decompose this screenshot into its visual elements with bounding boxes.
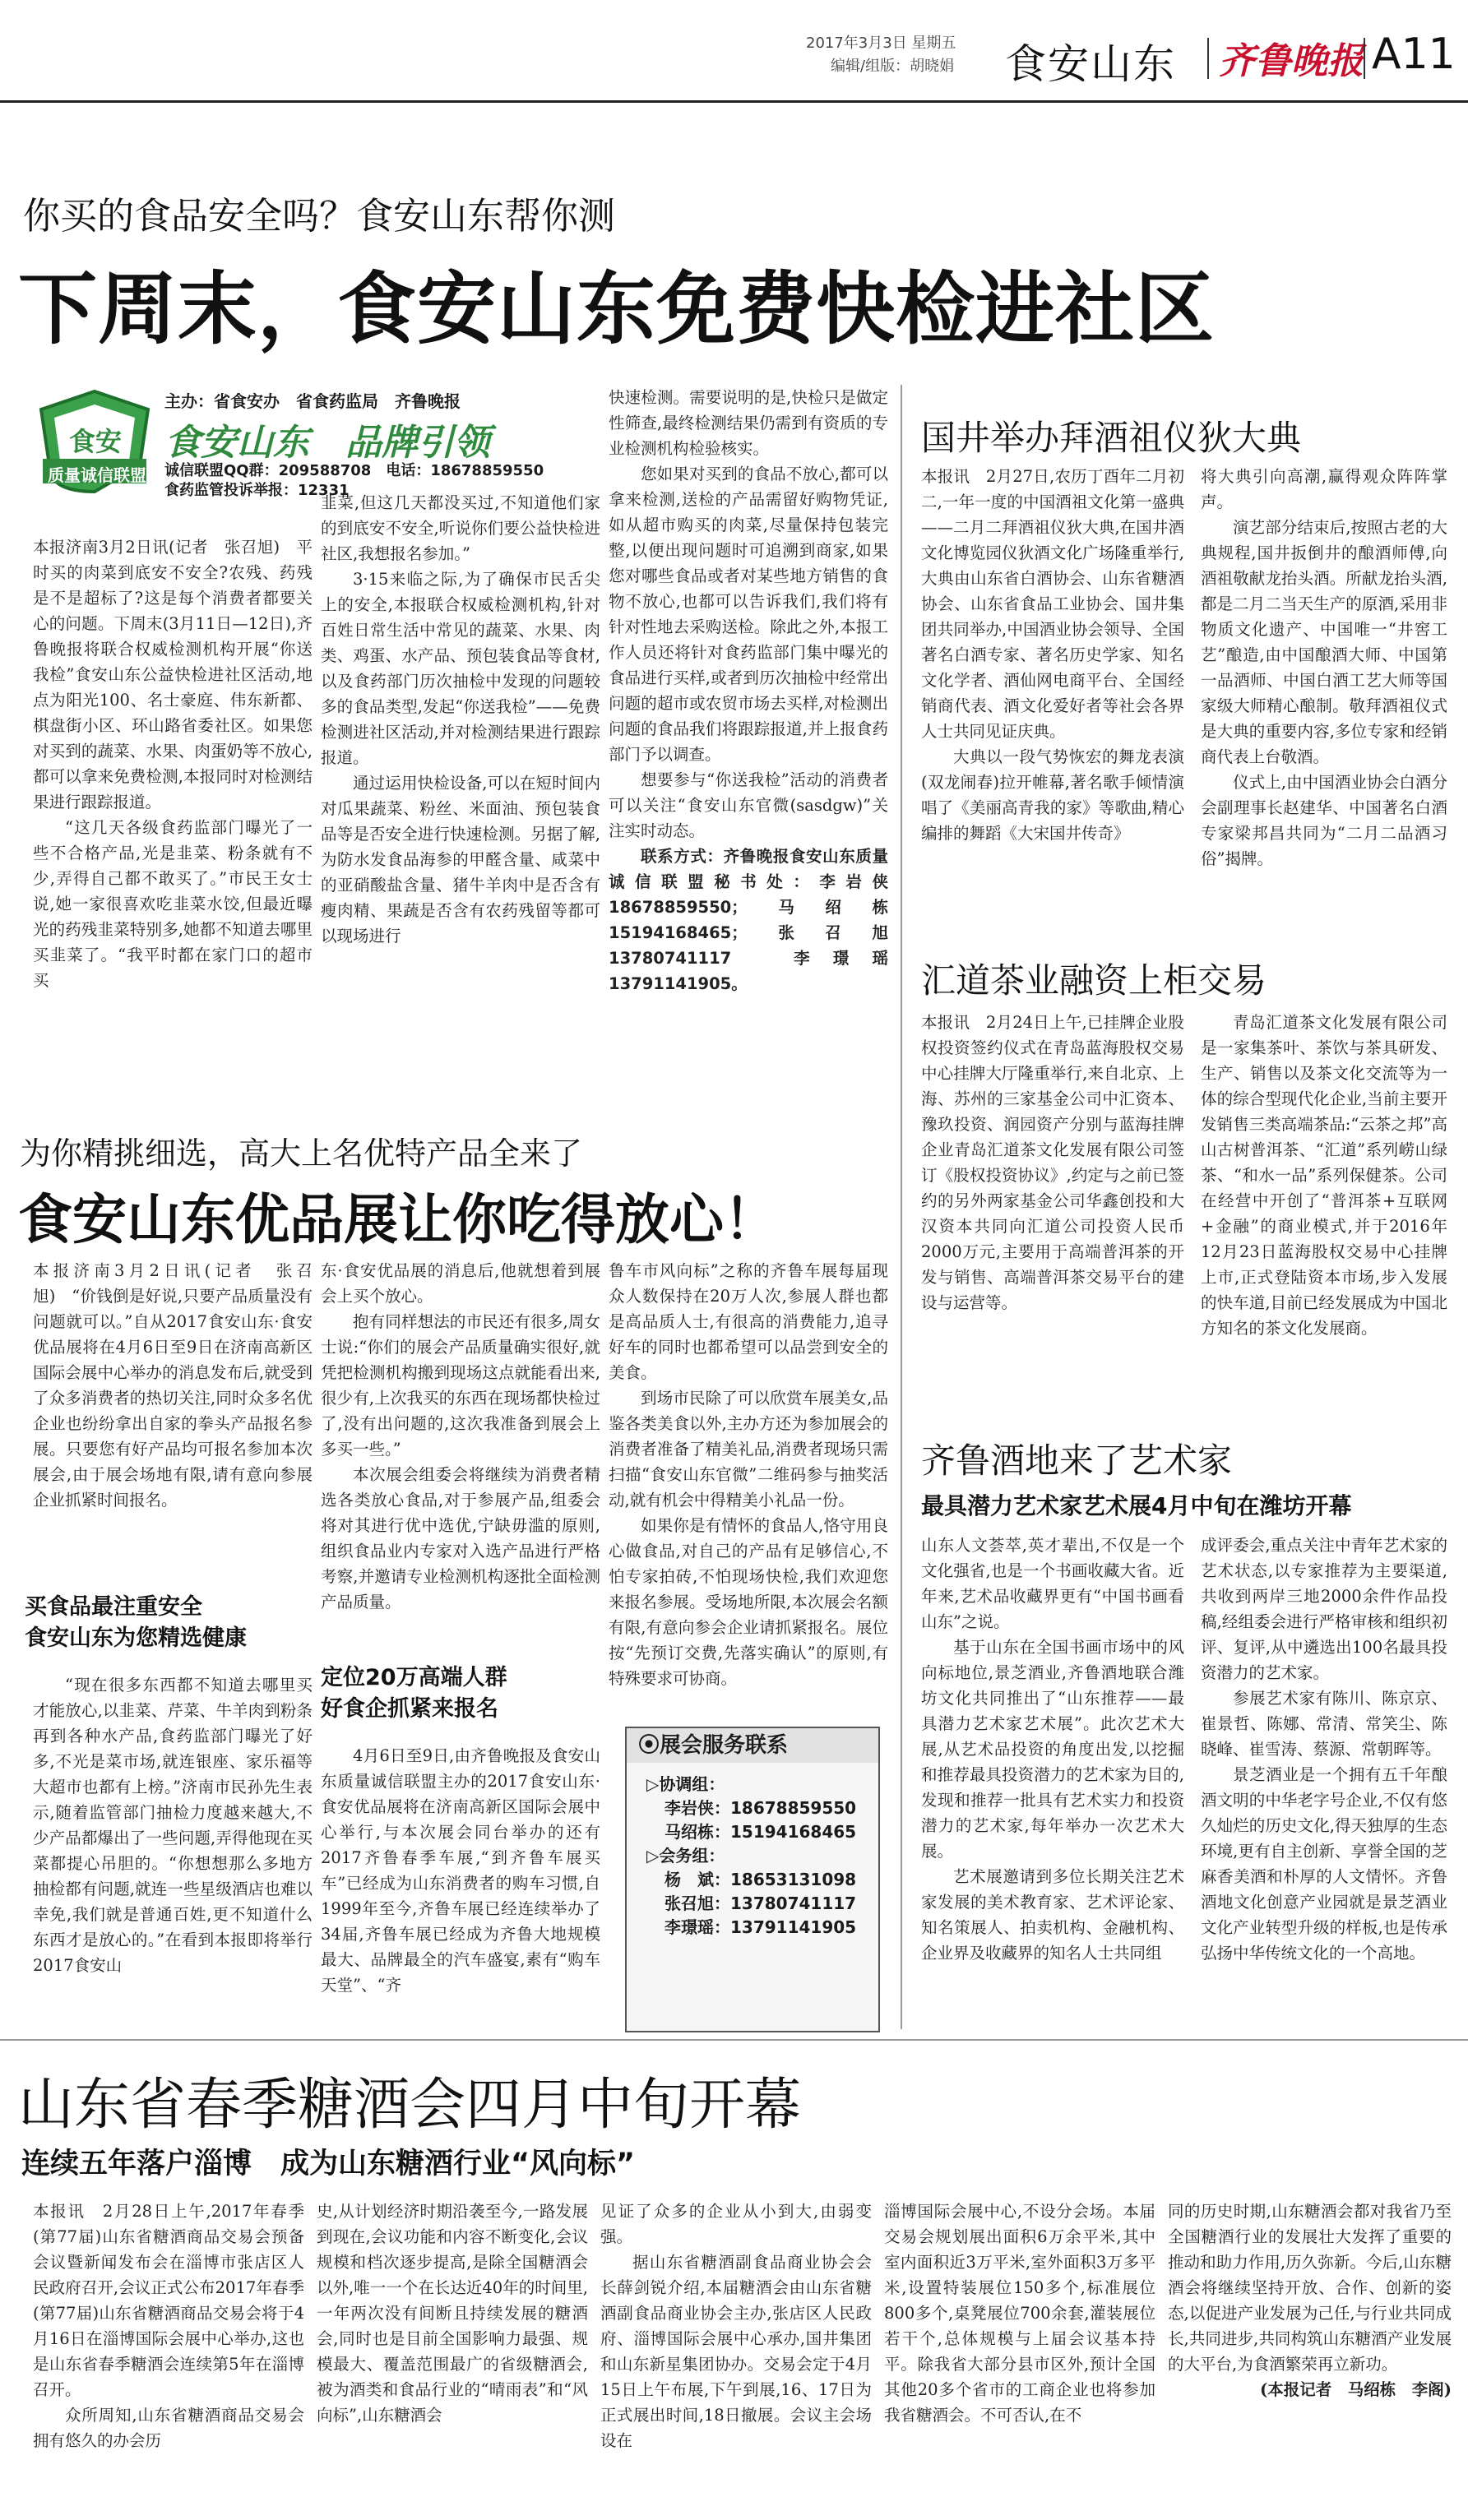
mid-headline: 食安山东优品展让你吃得放心！ bbox=[18, 1188, 778, 1251]
byline: (本报记者 马绍栋 李阁) bbox=[1260, 2380, 1452, 2399]
paragraph: 同的历史时期,山东糖酒会都对我省乃至全国糖酒行业的发展壮大发挥了重要的推动和助力作用,历久弥新。今后,山东糖酒会将继续坚持开放、合作、创新的姿态,以促进产业发展为己任,与行业共同成长,共同进步,共同构筑山东糖酒产业发展的大平台,为食酒繁荣再立新功。 bbox=[1168, 2202, 1452, 2374]
paragraph: 仪式上,由中国酒业协会白酒分会副理事长赵建华、中国著名白酒专家梁邦昌共同为“二月二品酒习俗”揭牌。 bbox=[1201, 773, 1447, 868]
r3-subtitle: 最具潜力艺术家艺术展4月中旬在潍坊开幕 bbox=[921, 1492, 1352, 1519]
mid-col-2 bbox=[321, 1258, 600, 1653]
subhead-line: 食安山东为您精选健康 bbox=[25, 1625, 247, 1651]
logo-ring-text: 质量诚信联盟 bbox=[48, 465, 146, 485]
paragraph: 淄博国际会展中心,不设分会场。本届交易会规划展出面积6万余平米,其中室内面积近3万平米,室外面积3万多平米,设置特装展位150多个,标准展位800多个,桌凳展位700余套,灌装展位若干个,总体规模与上届会议基本持平。除我省大部分县市区外,预计全国其他20多个省市的工商企业也将参加我省糖酒会。不可否认,在不 bbox=[884, 2202, 1155, 2425]
paragraph: 艺术展邀请到多位长期关注艺术家发展的美术教育家、艺术评论家、知名策展人、拍卖机构、金融机构、企业界及收藏界的知名人士共同组 bbox=[921, 1867, 1184, 1963]
mid-col-a bbox=[33, 1672, 313, 2026]
mid-col-b bbox=[321, 1743, 600, 2027]
page-header bbox=[0, 0, 1468, 99]
paragraph: 抱有同样想法的市民还有很多,周女士说:“你们的展会产品质量确实很好,就凭把检测机构搬到现场这点就能看出来,很少有,上次我买的东西在现场都快检过了,没有出问题的,这次我准备到展会上多买一些。” bbox=[321, 1312, 600, 1459]
bottom-subtitle: 连续五年落户淄博 成为山东糖酒行业“风向标” bbox=[21, 2148, 636, 2180]
r3-col-2 bbox=[1201, 1533, 1447, 2026]
paragraph: 众所周知,山东省糖酒商品交易会拥有悠久的办会历 bbox=[33, 2406, 304, 2450]
paragraph: “现在很多东西都不知道去哪里买才能放心,以韭菜、芹菜、牛羊肉到粉条再到各种水产品,食药监部门曝光了好多,不光是菜市场,就连银座、家乐福等大超市也都有上榜。”济南市民孙先生表示,随着监管部门抽检力度越来越大,不少产品都爆出了一些问题,弄得他现在买菜都提心吊胆的。“你想想那么多地方抽检都有问题,就连一些星级酒店也难以幸免,我们就是普通百姓,更不知道什么东西才是放心的。”在看到本报即将举行2017食安山 bbox=[33, 1676, 313, 1975]
header-divider-2 bbox=[1364, 38, 1365, 79]
service-list bbox=[646, 1773, 856, 1940]
paragraph: 见证了众多的企业从小到大,由弱变强。 bbox=[600, 2202, 872, 2246]
phone-line: 杨 斌：18653131098 bbox=[665, 1870, 857, 1889]
paragraph: 东·食安优品展的消息后,他就想着到展会上买个放心。 bbox=[321, 1261, 600, 1306]
subhead-line: 好食企抓紧来报名 bbox=[321, 1696, 498, 1722]
bottom-col-2 bbox=[317, 2199, 588, 2514]
r2-col-1 bbox=[921, 1010, 1184, 1421]
r1-col-2 bbox=[1201, 464, 1447, 941]
r3-col-1 bbox=[921, 1533, 1184, 2026]
phone-line: 李璟瑶：13791141905 bbox=[665, 1917, 857, 1937]
bottom-col-4 bbox=[884, 2199, 1155, 2514]
editor-credit: 编辑/组版：胡晓娟 bbox=[831, 58, 955, 75]
paragraph: “这几天各级食药监部门曝光了一些不合格产品,光是韭菜、粉条就有不少,弄得自己都不敢买了。”市民王女士说,她一家很喜欢吃韭菜水饺,但最近曝光的药残韭菜特别多,她都不知道去哪里买韭菜了。“我平时都在家门口的超市买 bbox=[33, 818, 313, 990]
mid-subhead-b bbox=[321, 1662, 507, 1725]
bottom-col-5 bbox=[1168, 2199, 1452, 2514]
logo-sponsors: 主办：省食安办 省食药监局 齐鲁晚报 bbox=[164, 391, 461, 411]
phone-line: 李岩侠：18678859550 bbox=[665, 1798, 857, 1818]
paper-logo: 齐鲁晚报 bbox=[1219, 40, 1364, 82]
logo-qq: 诚信联盟QQ群：209588708 电话：18678859550 bbox=[164, 462, 544, 479]
vertical-rule bbox=[901, 385, 902, 2029]
circle-icon: ⦿ bbox=[638, 1733, 660, 1758]
paragraph: 通过运用快检设备,可以在短时间内对瓜果蔬菜、粉丝、米面油、预包装食品等是否安全进行快速检测。另据了解,为防水发食品海参的甲醛含量、咸菜中的亚硝酸盐含量、猪牛羊肉中是否含有瘦肉精、果蔬是否含有农药残留等都可以现场进行 bbox=[321, 774, 600, 946]
mid-kicker: 为你精挑细选，高大上名优特产品全来了 bbox=[20, 1135, 583, 1172]
mid-col-3 bbox=[609, 1258, 888, 1722]
group-label: ▷会务组： bbox=[646, 1846, 725, 1866]
paragraph: 成评委会,重点关注中青年艺术家的艺术状态,以专家推荐为主要渠道,共收到两岸三地2000余件作品投稿,经组委会进行严格审核和组织初评、复评,从中遴选出100名最具投资潜力的艺术家。 bbox=[1201, 1536, 1447, 1682]
paragraph: 韭菜,但这几天都没买过,不知道他们家的到底安不安全,听说你们要公益快检进社区,我想报名参加。” bbox=[321, 493, 600, 563]
mid-subhead-a bbox=[25, 1592, 247, 1654]
bottom-col-3 bbox=[600, 2199, 872, 2514]
r1-col-1 bbox=[921, 464, 1184, 941]
r2-title: 汇道茶业融资上柜交易 bbox=[921, 960, 1267, 1001]
bottom-headline: 山东省春季糖酒会四月中旬开幕 bbox=[18, 2073, 802, 2138]
service-title bbox=[627, 1728, 878, 1763]
service-title-text: 展会服务联系 bbox=[660, 1733, 789, 1758]
mid-col-1 bbox=[33, 1258, 313, 1570]
phone-line: 张召旭：13780741117 bbox=[665, 1893, 857, 1913]
paragraph: 本报讯 2月28日上午,2017年春季(第77届)山东省糖酒商品交易会预备会议暨新闻发布会在淄博市张店区人民政府召开,会议正式公布2017年春季(第77届)山东省糖酒商品交易会将于4月16日在淄博国际会展中心举办,这也是山东省春季糖酒会连续第5年在淄博召开。 bbox=[33, 2202, 304, 2399]
bottom-rule bbox=[0, 2039, 1468, 2041]
subhead-line: 买食品最注重安全 bbox=[25, 1594, 202, 1620]
top-headline: 下周末，食安山东免费快检进社区 bbox=[18, 263, 1215, 355]
paragraph: 青岛汇道茶文化发展有限公司是一家集茶叶、茶饮与茶具研发、生产、销售以及茶文化交流等为一体的综合型现代化企业,当前主要开发销售三类高端茶品:“云茶之邦”高山古树普洱茶、“汇道”系列崂山绿茶、“和水一品”系列保健茶。公司在经营中开创了“普洱茶+互联网+金融”的商业模式,并于2016年12月23日蓝海股权交易中心挂牌上市,正式登陆资本市场,步入发展的快车道,目前已经发展成为中国北方知名的茶文化发展商。 bbox=[1201, 1013, 1447, 1338]
header-rule bbox=[0, 100, 1468, 103]
group-label: ▷协调组： bbox=[646, 1774, 725, 1794]
paragraph: 本报讯 2月27日,农历丁酉年二月初二,一年一度的中国酒祖文化第一盛典——二月二拜酒祖仪狄大典,在国井酒文化博览园仪狄酒文化广场隆重举行,大典由山东省白酒协会、山东省糖酒协会、山东省食品工业协会、国井集团共同举办,中国酒业协会领导、全国著名白酒专家、著名历史学家、知名文化学者、酒仙网电商平台、全国经销商代表、酒文化爱好者等社会各界人士共同见证庆典。 bbox=[921, 467, 1184, 741]
top-kicker: 你买的食品安全吗？食安山东帮你测 bbox=[23, 194, 616, 238]
paragraph: 到场市民除了可以欣赏车展美女,品鉴各类美食以外,主办方还为参加展会的消费者准备了精美礼品,消费者现场只需扫描“食安山东官微”二维码参与抽奖活动,就有机会中得精美小礼品一份。 bbox=[609, 1389, 888, 1510]
issue-date: 2017年3月3日 星期五 bbox=[806, 35, 956, 52]
paragraph: 将大典引向高潮,赢得观众阵阵掌声。 bbox=[1201, 467, 1447, 511]
paragraph: 景芝酒业是一个拥有五千年酿酒文明的中华老字号企业,不仅有悠久灿烂的历史文化,得天独厚的生态环境,更有自主创新、享誉全国的芝麻香美酒和朴厚的人文情怀。齐鲁酒地文化创意产业园就是景芝酒业文化产业转型升级的样板,也是传承弘扬中华传统文化的一个高地。 bbox=[1201, 1765, 1447, 1963]
subhead-line: 定位20万高端人群 bbox=[321, 1665, 507, 1690]
paragraph: 基于山东在全国书画市场中的风向标地位,景芝酒业,齐鲁酒地联合潍坊文化共同推出了“山东推荐——最具潜力艺术家艺术展”。此次艺术大展,从艺术品投资的角度出发,以挖掘和推荐最具投资潜力的艺术家为目的,发现和推荐一批具有艺术实力和投资潜力的艺术家,每年举办一次艺术大展。 bbox=[921, 1638, 1184, 1861]
logo-hotline: 食药监管投诉举报：12331 bbox=[164, 482, 350, 499]
triangle-icon: ▷ bbox=[646, 1774, 660, 1794]
paragraph: 本报济南3月2日讯(记者 张召旭) 平时买的肉菜到底安不安全?农残、药残是不是超标了?这是每个消费者都要关心的问题。下周末(3月11日—12日),齐鲁晚报将联合权威检测机构开展“你送我检”食安山东公益快检进社区活动,地点为阳光100、名士豪庭、伟东新都、棋盘街小区、环山路省委社区。如果您对买到的蔬菜、水果、肉蛋奶等不放心,都可以拿来免费检测,本报同时对检测结果进行跟踪报道。 bbox=[33, 538, 313, 811]
top-col-1 bbox=[33, 534, 313, 1118]
logo-mark: 食安 bbox=[69, 426, 123, 457]
top-col-3 bbox=[609, 385, 888, 1084]
r2-col-2 bbox=[1201, 1010, 1447, 1421]
paragraph: 您如果对买到的食品不放心,都可以拿来检测,送检的产品需留好购物凭证,如从超市购买的肉菜,尽量保持包装完整,以便出现问题时可追溯到商家,如果您对哪些食品或者对某些地方销售的食物不放心,也都可以告诉我们,我们将有针对性地去采购送检。除此之外,本报工作人员还将针对食药监部门集中曝光的食品进行买样,或者到历次抽检中经常出问题的超市或农贸市场去买样,对检测出问题的食品我们将跟踪报道,并上报食药部门予以调查。 bbox=[609, 465, 888, 764]
r1-title: 国井举办拜酒祖仪狄大典 bbox=[921, 418, 1302, 458]
paragraph: 快速检测。需要说明的是,快检只是做定性筛查,最终检测结果仍需到有资质的专业检测机构检验核实。 bbox=[609, 388, 888, 458]
paragraph: 4月6日至9日,由齐鲁晚报及食安山东质量诚信联盟主办的2017食安山东·食安优品展将在济南高新区国际会展中心举行,与本次展会同台举办的还有2017齐鲁春季车展,“到齐鲁车展买车”已经成为山东消费者的购车习惯,自1999年至今,齐鲁车展已经连续举办了34届,齐鲁车展已经成为齐鲁大地规模最大、品牌最全的汽车盛宴,素有“购车天堂”、“齐 bbox=[321, 1746, 600, 1995]
paragraph: 想要参与“你送我检”活动的消费者可以关注“食安山东官微(sasdgw)”关注实时动态。 bbox=[609, 770, 888, 840]
top-col-2 bbox=[321, 490, 600, 1082]
logo-slogan: 食安山东 品牌引领 bbox=[164, 422, 490, 464]
header-divider bbox=[1207, 38, 1209, 79]
paragraph: 本报讯 2月24日上午,已挂牌企业股权投资签约仪式在青岛蓝海股权交易中心挂牌大厅隆重举行,来自北京、上海、苏州的三家基金公司中汇资本、豫玖投资、润园资产分别与蓝海挂牌企业青岛汇道茶文化发展有限公司签订《股权投资协议》,约定与之前已签约的另外两家基金公司华鑫创投和大汉资本共同向汇道公司投资人民币2000万元,主要用于高端普洱茶的开发与销售、高端普洱茶交易平台的建设与运营等。 bbox=[921, 1013, 1184, 1312]
phone-line: 马绍栋：15194168465 bbox=[665, 1822, 857, 1842]
paragraph: 鲁车市风向标”之称的齐鲁车展每届现众人数保持在20万人次,参展人群也都是高品质人士,有很高的消费能力,追寻好车的同时也都希望可以品尝到安全的美食。 bbox=[609, 1261, 888, 1382]
paragraph: 山东人文荟萃,英才辈出,不仅是一个文化强省,也是一个书画收藏大省。近年来,艺术品收藏界更有“中国书画看山东”之说。 bbox=[921, 1536, 1184, 1631]
section-name: 食安山东 bbox=[1005, 40, 1176, 88]
bottom-col-1 bbox=[33, 2199, 304, 2514]
paragraph: 3·15来临之际,为了确保市民舌尖上的安全,本报联合权威检测机构,针对百姓日常生活中常见的蔬菜、水果、肉类、鸡蛋、水产品、预包装食品等食材,以及食药部门历次抽检中发现的问题较多的食品类型,发起“你送我检”——免费检测进社区活动,并对检测结果进行跟踪报道。 bbox=[321, 570, 600, 767]
paragraph: 大典以一段气势恢宏的舞龙表演(双龙闹春)拉开帷幕,著名歌手倾情演唱了《美丽高青我的家》等歌曲,精心编排的舞蹈《大宋国井传奇》 bbox=[921, 747, 1184, 843]
page-number: A11 bbox=[1372, 30, 1456, 79]
paragraph: 参展艺术家有陈川、陈京京、崔景哲、陈娜、常清、常笑尘、陈晓峰、崔雪涛、蔡源、常朝晖等。 bbox=[1201, 1689, 1447, 1759]
paragraph: 据山东省糖酒副食品商业协会会长薛剑锐介绍,本届糖酒会由山东省糖酒副食品商业协会主办,张店区人民政府、淄博国际会展中心承办,国井集团和山东新星集团协办。交易会定于4月15日上午布展,下午到展,16、17日为正式展出时间,18日撤展。会议主会场设在 bbox=[600, 2253, 872, 2450]
paragraph: 本次展会组委会将继续为消费者精选各类放心食品,对于参展产品,组委会将对其进行优中选优,宁缺毋滥的原则,组织食品业内专家对入选产品进行严格考察,并邀请专业检测机构逐批全面检测产品质量。 bbox=[321, 1465, 600, 1611]
paragraph: 本报济南3月2日讯(记者 张召旭) “价钱倒是好说,只要产品质量没有问题就可以。”自从2017食安山东·食安优品展将在4月6日至9日在济南高新区国际会展中心举办的消息发布后,就受到了众多消费者的热切关注,同时众多名优企业也纷纷拿出自家的拳头产品报名参展。只要您有好产品均可报名参加本次展会,由于展会场地有限,请有意向参展企业抓紧时间报名。 bbox=[33, 1261, 313, 1510]
contact-info: 联系方式：齐鲁晚报食安山东质量诚信联盟秘书处：李岩侠18678859550；马绍栋15194168465；张召旭13780741117 李璟瑶13791141905。 bbox=[609, 847, 888, 993]
paragraph: 如果你是有情怀的食品人,恪守用良心做食品,对自己的产品有足够信心,不怕专家拍砖,不怕现场快检,我们欢迎您来报名参展。受场地所限,本次展会名额有限,有意向参会企业请抓紧报名。展位按“先预订交费,先落实确认”的原则,有特殊要求可协商。 bbox=[609, 1516, 888, 1688]
triangle-icon: ▷ bbox=[646, 1846, 660, 1866]
logo-block bbox=[33, 386, 600, 499]
service-box bbox=[625, 1727, 880, 2032]
paragraph: 演艺部分结束后,按照古老的大典规程,国井扳倒井的酿酒师傅,向酒祖敬献龙抬头酒。所献龙抬头酒,都是二月二当天生产的原酒,采用非物质文化遗产、中国唯一“井窖工艺”酿造,由中国酿酒大师、中国第一品酒师、中国白酒工艺大师等国家级大师精心酿制。敬拜酒祖仪式是大典的重要内容,多位专家和经销商代表上台敬酒。 bbox=[1201, 518, 1447, 766]
paragraph: 史,从计划经济时期沿袭至今,一路发展到现在,会议功能和内容不断变化,会议规模和档次逐步提高,是除全国糖酒会以外,唯一一个在长达近40年的时间里,一年两次没有间断且持续发展的糖酒会,同时也是目前全国影响力最强、规模最大、覆盖范围最广的省级糖酒会,被为酒类和食品行业的“晴雨表”和“风向标”,山东糖酒会 bbox=[317, 2202, 588, 2425]
r3-title: 齐鲁酒地来了艺术家 bbox=[921, 1440, 1233, 1481]
